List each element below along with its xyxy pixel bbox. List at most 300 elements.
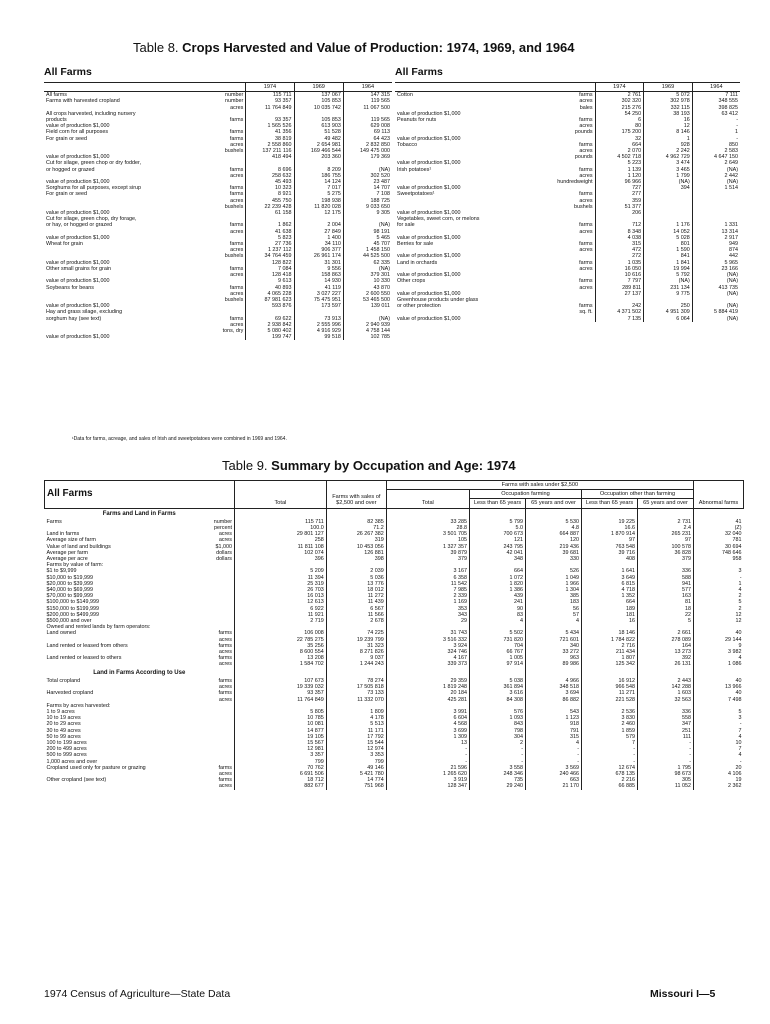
row-value: - <box>582 746 638 752</box>
row-value: 54 250 <box>595 111 644 117</box>
row-value: 119 565 <box>343 117 392 123</box>
row-value: 41 <box>694 519 744 525</box>
row-value: 115 711 <box>235 519 327 525</box>
row-value: 1 584 702 <box>235 661 327 667</box>
row-value: 1 966 <box>526 581 582 587</box>
table9-header-occ-other: Occupation other than farming <box>582 490 694 499</box>
row-label-text: Vegetables, sweet corn, or melons <box>397 216 480 223</box>
table8-year-header: 1974 <box>595 83 644 92</box>
row-unit: farms <box>579 166 593 173</box>
row-value: 26 267 382 <box>326 531 386 537</box>
row-unit: farms <box>218 777 232 784</box>
row-value: 42 041 <box>470 550 526 556</box>
row-value: 66 767 <box>470 649 526 655</box>
row-value: 791 <box>526 728 582 734</box>
row-value: 8 348 <box>595 229 644 235</box>
row-value: 12 <box>644 123 693 129</box>
row-value: 28.8 <box>386 525 469 531</box>
row-value: 22 239 428 <box>246 204 294 210</box>
row-label-text: Value of land and buildings <box>46 543 111 550</box>
row-value: 14 930 <box>294 278 343 284</box>
row-label-text: 100 to 199 acres <box>46 739 87 746</box>
row-unit: farms <box>218 764 232 771</box>
row-value: 32 563 <box>638 697 694 703</box>
row-value: 3 167 <box>386 568 469 574</box>
row-value: 61 158 <box>246 210 294 216</box>
row-label-text: value of production $1,000 <box>46 123 110 130</box>
row-unit: farms <box>579 241 593 248</box>
row-label-text: sorghum hay (see text) <box>46 315 102 322</box>
table9-empty-cell <box>526 668 582 678</box>
row-label-text: 30 to 49 acres <box>46 727 81 734</box>
row-unit: acres <box>579 247 593 254</box>
row-value: 5 421 780 <box>326 771 386 777</box>
row-value: 272 <box>595 253 644 259</box>
row-value: 11 542 <box>386 581 469 587</box>
row-label-text: For grain or seed <box>46 191 88 198</box>
row-value: 17 505 818 <box>326 684 386 690</box>
row-label-text: value of production $1,000 <box>397 272 461 279</box>
row-value: 19 <box>694 777 744 783</box>
row-value: - <box>470 746 526 752</box>
row-label-text: for sale <box>397 222 415 229</box>
row-label-text: $70,000 to $99,999 <box>46 593 93 600</box>
row-value: 751 968 <box>326 783 386 789</box>
row-unit: acres <box>579 172 593 179</box>
row-value: 5 805 <box>235 709 327 715</box>
table9-col-large: Farms with sales of $2,500 and over <box>326 481 386 509</box>
row-label <box>44 92 246 99</box>
table9-empty-cell <box>582 508 638 519</box>
table8-right-table <box>395 82 740 322</box>
row-value: 2.4 <box>638 525 694 531</box>
row-value: 41 638 <box>246 229 294 235</box>
row-unit: farms <box>579 278 593 285</box>
row-value: 2 716 <box>582 643 638 649</box>
row-value: 12 175 <box>294 210 343 216</box>
row-value: 5 530 <box>526 519 582 525</box>
row-value: 455 750 <box>246 198 294 204</box>
row-value: 579 <box>582 734 638 740</box>
row-value: 2 940 939 <box>343 322 392 328</box>
row-value: 4 <box>694 752 744 758</box>
row-value: (NA) <box>692 303 740 309</box>
row-value: 4 <box>526 740 582 746</box>
row-value: 15 544 <box>326 740 386 746</box>
row-value: 3 919 <box>386 777 469 783</box>
row-value: 45 707 <box>343 241 392 247</box>
row-value: 16 <box>582 618 638 624</box>
table9-title: Table 9. Summary by Occupation and Age: 1974 <box>222 458 516 473</box>
row-value: 1 807 <box>582 655 638 661</box>
row-unit: farms <box>579 141 593 148</box>
row-value: 664 <box>470 568 526 574</box>
row-unit: bales <box>579 104 593 111</box>
row-value: 576 <box>470 709 526 715</box>
row-value: 3 465 <box>644 167 693 173</box>
row-label-text: $150,000 to $199,999 <box>46 605 99 612</box>
row-value: 40 <box>694 630 744 636</box>
row-label-text: value of production $1,000 <box>397 110 461 117</box>
row-value: 379 <box>638 556 694 562</box>
row-value: 115 711 <box>246 92 294 99</box>
row-value: (NA) <box>343 316 392 322</box>
row-value: 82 385 <box>326 519 386 525</box>
row-unit: tons, dry <box>222 327 244 334</box>
row-value: 1 386 <box>470 587 526 593</box>
row-value: 3 501 705 <box>386 531 469 537</box>
row-value: 4 178 <box>326 715 386 721</box>
row-value: 1 120 <box>595 173 644 179</box>
row-unit: number <box>225 92 244 99</box>
row-value: 34 110 <box>294 241 343 247</box>
row-value: 5.0 <box>470 525 526 531</box>
row-value: 439 <box>470 593 526 599</box>
row-value: 14 707 <box>343 185 392 191</box>
row-value: 941 <box>638 581 694 587</box>
row-value: 361 894 <box>470 684 526 690</box>
row-value: 119 565 <box>343 98 392 104</box>
row-value: 27 137 <box>595 291 644 297</box>
table8-year-header: 1974 <box>246 83 294 92</box>
row-value: 41 119 <box>294 285 343 291</box>
row-value: 874 <box>692 247 740 253</box>
row-value: 10 616 <box>595 272 644 278</box>
row-value: 86 882 <box>526 697 582 703</box>
row-value: 1 514 <box>692 185 740 191</box>
row-label-text: value of production $1,000 <box>46 234 110 241</box>
row-value: 2 <box>694 606 744 612</box>
row-value: 359 <box>595 198 644 204</box>
row-value: 5 080 402 <box>246 328 294 334</box>
row-value: 102 074 <box>235 550 327 556</box>
row-label-text: Harvested cropland <box>46 690 94 697</box>
row-value: 219 436 <box>526 544 582 550</box>
row-label-text: Land in orchards <box>397 259 438 266</box>
row-value: 1 <box>644 136 693 142</box>
row-label-text: Land rented or leased from others <box>46 642 128 649</box>
row-value: 336 <box>638 568 694 574</box>
table9-empty-cell <box>235 668 327 678</box>
row-value: 2 339 <box>386 593 469 599</box>
row-value: 51 528 <box>294 129 343 135</box>
row-unit: farms <box>579 92 593 99</box>
row-label-text: value of production $1,000 <box>46 154 110 161</box>
row-value: 51 377 <box>595 204 644 210</box>
row-unit: farms <box>579 222 593 229</box>
row-value: (NA) <box>692 316 740 322</box>
table8-header-row <box>395 83 740 92</box>
row-unit: acres <box>230 290 244 297</box>
row-value: 206 <box>595 210 644 216</box>
row-value: 2 070 <box>595 148 644 154</box>
row-value: 11 052 <box>638 783 694 789</box>
row-value: 16 013 <box>235 593 327 599</box>
row-value: 12 <box>694 612 744 618</box>
row-value: 242 <box>595 303 644 309</box>
row-value: 128 418 <box>246 272 294 278</box>
row-value: 277 <box>595 191 644 197</box>
row-value: 1 870 914 <box>582 531 638 537</box>
row-label-text: Cropland used only for pasture or grazing <box>46 764 146 771</box>
row-value: 11 332 070 <box>326 697 386 703</box>
row-label-text: For grain or seed <box>46 135 88 142</box>
row-unit: acres <box>230 228 244 235</box>
row-value: 340 <box>526 643 582 649</box>
table8-left-table <box>44 82 392 340</box>
row-value: (NA) <box>692 278 740 284</box>
row-unit: acres <box>230 104 244 111</box>
row-label-text: Cut for silage, green chop, dry forage, <box>46 216 137 223</box>
row-label-text: Total cropland <box>46 677 81 684</box>
row-value: 75 475 951 <box>294 297 343 303</box>
row-value: - <box>638 746 694 752</box>
table-row <box>395 316 740 322</box>
row-value: 289 811 <box>595 285 644 291</box>
row-value: 10 035 742 <box>294 105 343 111</box>
row-label-text: Average per acre <box>46 556 88 563</box>
row-unit: farms <box>218 677 232 684</box>
row-value: - <box>582 752 638 758</box>
row-value: 2 004 <box>294 222 343 228</box>
row-value: 10 453 056 <box>326 544 386 550</box>
table9-col-age: 65 years and over <box>638 499 694 508</box>
row-value: 26 703 <box>235 587 327 593</box>
row-value: 664 <box>582 599 638 605</box>
table9-subheading-farms <box>45 508 744 519</box>
table-row <box>44 334 392 340</box>
row-value: 398 <box>326 556 386 562</box>
row-unit: percent <box>214 525 232 532</box>
row-value: 330 <box>526 556 582 562</box>
row-value: 9 033 650 <box>343 204 392 210</box>
table9-col-total: Total <box>235 481 327 509</box>
row-value: 66 885 <box>582 783 638 789</box>
table-row <box>45 783 744 789</box>
row-value: 1 244 243 <box>326 661 386 667</box>
row-unit: farms <box>218 655 232 662</box>
row-value: 20 <box>694 765 744 771</box>
table9-empty-cell <box>235 508 327 519</box>
row-value: 7 108 <box>343 191 392 197</box>
row-value: 798 <box>470 728 526 734</box>
row-label-text: Irish potatoes¹ <box>397 166 432 173</box>
row-value: 19 105 <box>235 734 327 740</box>
row-value: 324 746 <box>386 649 469 655</box>
row-value: 120 <box>526 537 582 543</box>
row-value: - <box>638 740 694 746</box>
row-value: 7 985 <box>386 587 469 593</box>
row-value: 10 323 <box>246 185 294 191</box>
row-label-text: Tobacco <box>397 141 418 148</box>
table9-empty-cell <box>638 668 694 678</box>
row-label-text: value of production $1,000 <box>397 160 461 167</box>
row-value: 398 825 <box>692 105 740 111</box>
row-value: 413 735 <box>692 285 740 291</box>
table8-year-header: 1969 <box>644 83 693 92</box>
row-value: 29 <box>386 618 469 624</box>
row-value: 199 747 <box>246 334 294 340</box>
row-value: 731 820 <box>470 637 526 643</box>
row-value: 81 <box>638 599 694 605</box>
row-value: 10 <box>694 740 744 746</box>
row-label-text: $100,000 to $149,999 <box>46 599 99 606</box>
row-unit: acres <box>218 636 232 643</box>
row-value: 163 <box>638 593 694 599</box>
row-value: 704 <box>470 643 526 649</box>
row-value: 11 811 108 <box>235 544 327 550</box>
row-unit: bushels <box>224 253 244 260</box>
row-value: 1 862 <box>246 222 294 228</box>
row-unit: dollars <box>216 549 232 556</box>
row-value: 2 558 860 <box>246 142 294 148</box>
row-value: 189 <box>582 606 638 612</box>
row-unit: farms <box>579 303 593 310</box>
row-value: 392 <box>638 655 694 661</box>
row-value: 5 965 <box>692 260 740 266</box>
row-value: 39 716 <box>582 550 638 556</box>
row-value: 353 <box>386 606 469 612</box>
table9-empty-cell <box>470 508 526 519</box>
row-value: 11 820 028 <box>294 204 343 210</box>
row-label-text: 1,000 acres and over <box>46 758 98 765</box>
row-value: (Z) <box>694 525 744 531</box>
row-value: 8 209 <box>294 167 343 173</box>
row-value: 11 272 <box>326 593 386 599</box>
row-value: 2 917 <box>692 235 740 241</box>
table9-empty-cell <box>386 668 469 678</box>
row-value: 43 870 <box>343 285 392 291</box>
row-unit: number <box>213 518 232 525</box>
row-label-text: $40,000 to $69,999 <box>46 587 93 594</box>
row-value: 31 301 <box>294 260 343 266</box>
row-value: 3 699 <box>386 728 469 734</box>
row-value: 727 <box>595 185 644 191</box>
row-value: 1 331 <box>692 222 740 228</box>
row-value: - <box>694 759 744 765</box>
row-unit: farms <box>229 222 244 229</box>
row-label-text: value of production $1,000 <box>397 253 461 260</box>
row-unit: farms <box>229 117 244 124</box>
row-value: 149 475 000 <box>343 148 392 154</box>
row-value: 250 <box>644 303 693 309</box>
row-unit: acres <box>218 537 232 544</box>
row-value: 3 <box>694 715 744 721</box>
table9-empty-cell <box>694 508 744 519</box>
row-value: 2 442 <box>692 173 740 179</box>
row-value: 4 <box>694 655 744 661</box>
row-label-text: or hay, or hogged or grazed <box>46 222 113 229</box>
row-value: - <box>526 746 582 752</box>
row-value: 3 569 <box>526 765 582 771</box>
row-value: 1 859 <box>582 728 638 734</box>
row-value: 20 184 <box>386 690 469 696</box>
row-value: 13 <box>386 740 469 746</box>
row-value: 4 962 729 <box>644 154 693 160</box>
row-label-text: Land owned <box>46 630 76 637</box>
row-value: 336 <box>638 709 694 715</box>
row-label-text: Other small grains for grain <box>46 265 112 272</box>
row-value: 472 <box>595 247 644 253</box>
row-value: 183 <box>526 599 582 605</box>
row-value: 4 758 144 <box>343 328 392 334</box>
row-label-text: Farms with harvested cropland <box>46 98 120 105</box>
row-value: 22 785 275 <box>235 637 327 643</box>
row-value: 1 169 <box>386 599 469 605</box>
row-value: 211 434 <box>582 649 638 655</box>
row-value: 251 <box>638 728 694 734</box>
row-value: 169 466 544 <box>294 148 343 154</box>
row-value: 106 008 <box>235 630 327 636</box>
row-value: 721 601 <box>526 637 582 643</box>
row-unit: acres <box>579 284 593 291</box>
row-unit: acres <box>230 172 244 179</box>
row-value: 1 565 526 <box>246 123 294 129</box>
row-value: 14 124 <box>294 179 343 185</box>
row-value: 928 <box>644 142 693 148</box>
row-value: 906 377 <box>294 247 343 253</box>
row-value: 2 362 <box>694 783 744 789</box>
row-unit: farms <box>218 690 232 697</box>
row-label-text: value of production $1,000 <box>46 278 110 285</box>
row-value: 221 528 <box>582 697 638 703</box>
row-value: 2 654 981 <box>294 142 343 148</box>
row-value: 4 <box>526 618 582 624</box>
row-value: 23 487 <box>343 179 392 185</box>
row-value: 9 556 <box>294 266 343 272</box>
row-value: 735 <box>470 777 526 783</box>
table9-col-abnormal: Abnormal farms <box>694 481 744 509</box>
row-value: 258 632 <box>246 173 294 179</box>
row-value: 17 792 <box>326 734 386 740</box>
row-value: 799 <box>326 759 386 765</box>
row-value: 4 065 228 <box>246 291 294 297</box>
row-label-text: Average per farm <box>46 549 89 556</box>
row-value: 4.8 <box>526 525 582 531</box>
row-unit: $1,000 <box>215 543 232 550</box>
row-value: 1 <box>692 129 740 135</box>
row-unit: bushels <box>224 148 244 155</box>
row-value: 664 887 <box>526 531 582 537</box>
row-value: 29 359 <box>386 678 469 684</box>
row-label-text: $500,000 and over <box>46 618 92 625</box>
row-unit: acres <box>218 649 232 656</box>
row-value: 258 <box>235 537 327 543</box>
row-value: (NA) <box>692 167 740 173</box>
row-value: 5 275 <box>294 191 343 197</box>
row-value: 966 548 <box>582 684 638 690</box>
row-value: 18 712 <box>235 777 327 783</box>
row-value: 25 319 <box>235 581 327 587</box>
row-value: - <box>526 759 582 765</box>
row-value: 14 052 <box>644 229 693 235</box>
row-label-text: Sweetpotatoes¹ <box>397 191 435 198</box>
row-value: 7 111 <box>692 92 740 99</box>
row-value: - <box>470 759 526 765</box>
row-unit: farms <box>229 241 244 248</box>
row-value: 1 603 <box>638 690 694 696</box>
row-value: 5 434 <box>526 630 582 636</box>
row-label-text: Field corn for all purposes <box>46 129 109 136</box>
row-value: (NA) <box>343 266 392 272</box>
row-value: 7 084 <box>246 266 294 272</box>
row-value: 19 225 <box>582 519 638 525</box>
row-value: 763 548 <box>582 544 638 550</box>
row-value: 10 785 <box>235 715 327 721</box>
row-value: 1 237 112 <box>246 247 294 253</box>
row-value: 442 <box>692 253 740 259</box>
row-value: 2 832 850 <box>343 142 392 148</box>
